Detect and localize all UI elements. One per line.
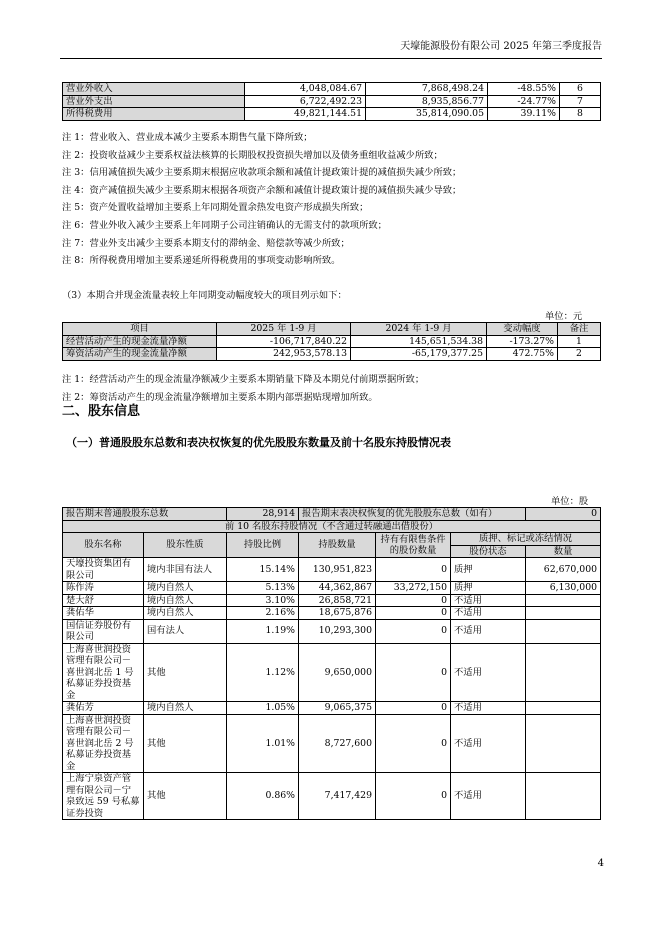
shareholder-restricted: 0 [376,607,451,620]
cashflow-cell: 2 [558,348,601,361]
cashflow-intro: （3）本期合并现金流量表较上年同期变动幅度较大的项目列示如下： [62,290,347,301]
shareholder-pledge-qty [526,773,601,820]
shareholder-qty: 44,362,867 [299,582,376,595]
total-holders-value: 28,914 [227,508,299,521]
cashflow-row [63,335,601,348]
col-qty: 持股数量 [299,533,376,558]
shareholder-row [63,643,601,702]
shareholder-ratio: 3.10% [227,594,299,607]
income-cell: 所得税费用 [63,108,245,121]
shareholder-pledge-qty: 6,130,000 [526,582,601,595]
shareholder-name: 上海喜世润投资管理有限公司－喜世润北岳 1 号私募证券投资基金 [63,643,144,702]
shareholder-row [63,558,601,582]
note-line: 注 6：营业外收入减少主要系上年同期子公司注销确认的无需支付的款项所致； [62,220,387,231]
pref-holders-value: 0 [526,508,601,521]
cf-header-2025: 2025 年 1-9 月 [217,323,351,336]
cashflow-cell: 242,953,578.13 [217,348,351,361]
shareholder-type: 国有法人 [144,619,227,643]
income-cell: 6 [560,83,601,96]
income-cell: 6,722,492.23 [245,95,366,108]
shareholder-ratio: 2.16% [227,607,299,620]
shareholder-restricted: 0 [376,773,451,820]
shareholder-name: 上海宁泉资产管理有限公司－宁泉致远 59 号私募证券投资 [63,773,144,820]
shareholder-restricted: 0 [376,594,451,607]
page-header: 天壕能源股份有限公司 2025 年第三季度报告 [60,38,602,59]
income-table [62,82,601,121]
income-cell: 营业外支出 [63,95,245,108]
shareholder-pledge-qty [526,619,601,643]
cf-header-change: 变动幅度 [487,323,558,336]
shareholder-row [63,582,601,595]
shareholder-qty: 18,675,876 [299,607,376,620]
shareholder-row [63,714,601,773]
income-cell: 49,821,144.51 [245,108,366,121]
shareholder-restricted: 0 [376,619,451,643]
cashflow-cell: 145,651,534.38 [351,335,487,348]
note-line: 注 8：所得税费用增加主要系递延所得税费用的事项变动影响所致。 [62,255,341,267]
shareholder-ratio: 1.19% [227,619,299,643]
col-name: 股东名称 [63,533,144,558]
shareholder-restricted: 0 [376,643,451,702]
shareholder-name: 龚佑芳 [63,702,144,715]
note-line: 注 2：投资收益减少主要系权益法核算的长期股权投资损失增加以及债务重组收益减少所致； [62,149,443,161]
col-type: 股东性质 [144,533,227,558]
shareholder-pledge-qty: 62,670,000 [526,558,601,582]
shareholder-name: 天壕投资集团有限公司 [63,558,144,582]
shareholder-type: 境内自然人 [144,702,227,715]
shareholder-status: 不适用 [451,607,526,620]
shareholder-row [63,619,601,643]
shareholder-ratio: 1.12% [227,643,299,702]
shareholder-name: 龚佑华 [63,607,144,620]
income-cell: 8 [560,108,601,121]
cashflow-cell: 472.75% [487,348,558,361]
cashflow-unit: 单位：元 [545,311,583,322]
note-line: 注 5：资产处置收益增加主要系上年同期处置余热发电资产形成损失所致； [62,202,369,214]
total-holders-label: 报告期末普通股股东总数 [63,508,227,521]
shareholder-pledge-qty [526,607,601,620]
income-cell: 4,048,084.67 [245,83,366,96]
shareholder-restricted: 33,272,150 [376,582,451,595]
shareholder-restricted: 0 [376,714,451,773]
note-line: 注 1：营业收入、营业成本减少主要系本期售气量下降所致； [62,132,313,143]
cf-header-item: 项目 [63,323,217,336]
shareholder-type: 境内非国有法人 [144,558,227,582]
pref-holders-label: 报告期末表决权恢复的优先股股东总数（如有） [299,508,526,521]
shareholder-row [63,702,601,715]
top10-title: 前 10 名股东持股情况（不含通过转融通出借股份） [63,520,601,533]
shareholder-type: 其他 [144,643,227,702]
shareholder-row [63,773,601,820]
shareholder-ratio: 15.14% [227,558,299,582]
shareholder-name: 楚大舒 [63,594,144,607]
shareholder-name: 上海喜世润投资管理有限公司－喜世润北岳 2 号私募证券投资基金 [63,714,144,773]
cashflow-cell: -106,717,840.22 [217,335,351,348]
income-cell: -24.77% [488,95,560,108]
page-number: 4 [597,858,604,869]
shareholder-status: 不适用 [451,594,526,607]
col-ratio: 持股比例 [227,533,299,558]
shareholder-unit: 单位：股 [551,496,589,507]
shareholder-row [63,594,601,607]
income-cell: 8,935,856.77 [366,95,488,108]
shareholder-ratio: 1.01% [227,714,299,773]
shareholder-status: 不适用 [451,619,526,643]
income-row [63,83,601,96]
shareholder-ratio: 5.13% [227,582,299,595]
income-cell: -48.55% [488,83,560,96]
col-status: 股份状态 [451,545,526,558]
shareholder-qty: 8,727,600 [299,714,376,773]
shareholder-type: 其他 [144,714,227,773]
col-pledge: 质押、标记或冻结情况 [451,533,601,546]
shareholder-qty: 7,417,429 [299,773,376,820]
shareholder-pledge-qty [526,594,601,607]
cashflow-cell: -65,179,377.25 [351,348,487,361]
shareholder-status: 不适用 [451,714,526,773]
shareholder-status: 质押 [451,582,526,595]
shareholder-qty: 10,293,300 [299,619,376,643]
col-restricted: 持有有限售条件的股份数量 [376,533,451,558]
income-cell: 7,868,498.24 [366,83,488,96]
shareholder-pledge-qty [526,714,601,773]
cf-header-2024: 2024 年 1-9 月 [351,323,487,336]
shareholder-type: 其他 [144,773,227,820]
cashflow-note-2: 注 2：筹资活动产生的现金流量净额增加主要系本期内部票据贴现增加所致。 [62,392,378,403]
shareholder-pledge-qty [526,702,601,715]
shareholder-qty: 9,065,375 [299,702,376,715]
income-row [63,108,601,121]
section-title: 二、股东信息 [62,404,141,419]
income-cell: 营业外收入 [63,83,245,96]
income-cell: 39.11% [488,108,560,121]
shareholder-qty: 26,858,721 [299,594,376,607]
shareholder-pledge-qty [526,643,601,702]
cashflow-cell: 筹资活动产生的现金流量净额 [63,348,217,361]
note-line: 注 3：信用减值损失减少主要系期末根据应收款项余额和减值计提政策计提的减值损失减少所致； [62,167,462,179]
shareholder-qty: 9,650,000 [299,643,376,702]
shareholder-status: 不适用 [451,643,526,702]
income-cell: 7 [560,95,601,108]
shareholder-type: 境内自然人 [144,582,227,595]
shareholder-restricted: 0 [376,558,451,582]
shareholder-ratio: 1.05% [227,702,299,715]
shareholder-name: 陈作涛 [63,582,144,595]
cashflow-row [63,348,601,361]
note-line: 注 7：营业外支出减少主要系本期支付的滞纳金、赔偿款等减少所致； [62,237,350,249]
note-line: 注 4：资产减值损失减少主要系期末根据各项资产余额和减值计提政策计提的减值损失减少导致； [62,184,462,196]
income-cell: 35,814,090.05 [366,108,488,121]
shareholder-status: 不适用 [451,702,526,715]
cashflow-cell: -173.27% [487,335,558,348]
cashflow-note-1: 注 1：经营活动产生的现金流量净额减少主要系本期销量下降及本期兑付前期票据所致； [62,374,425,385]
cashflow-table [62,322,601,361]
income-row [63,95,601,108]
subsection-title: （一）普通股股东总数和表决权恢复的优先股股东数量及前十名股东持股情况表 [66,436,451,449]
shareholder-qty: 130,951,823 [299,558,376,582]
cashflow-cell: 经营活动产生的现金流量净额 [63,335,217,348]
shareholder-ratio: 0.86% [227,773,299,820]
shareholder-restricted: 0 [376,702,451,715]
shareholder-name: 国信证券股份有限公司 [63,619,144,643]
col-count: 数量 [526,545,601,558]
shareholder-type: 境内自然人 [144,594,227,607]
shareholder-table [62,507,601,820]
cf-header-remark: 备注 [558,323,601,336]
shareholder-type: 境内自然人 [144,607,227,620]
shareholder-status: 不适用 [451,773,526,820]
shareholder-row [63,607,601,620]
cashflow-cell: 1 [558,335,601,348]
shareholder-status: 质押 [451,558,526,582]
